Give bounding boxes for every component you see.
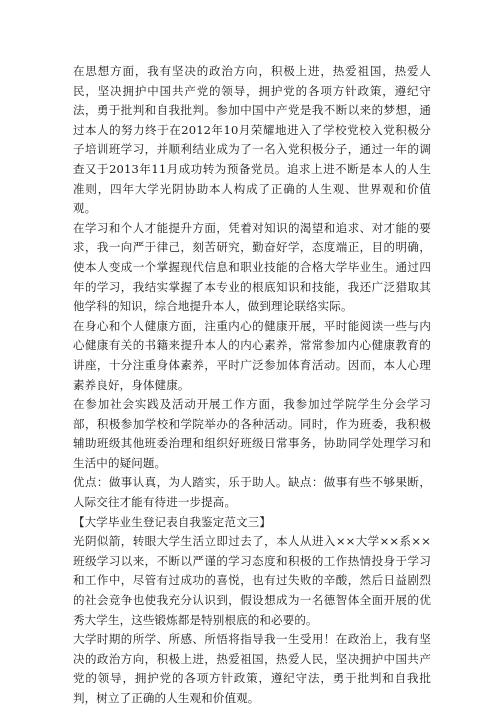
paragraph-college-summary: 大学时期的所学、所感、所悟将指导我一生受用！在政治上，我有坚决的政治方向，积极上进，热爱祖国，热爱人民，坚决拥护中国共产党的领导，拥护党的各项方针政策，遵纪守法，勇于批判和自我批判，树立了正确的人生观和价值观。 xyxy=(73,632,431,705)
paragraph-study-ability: 在学习和个人才能提升方面，凭着对知识的渴望和追求、对才能的要求，我一向严于律己，刻苦研究，勤奋好学，态度端正，目的明确，使本人变成一个掌握现代信息和职业技能的合格大学毕业生。通过四年的学习，我结实掌握了本专业的根底知识和技能，我还广泛猎取其他学科的知识，综合地提升本人，做到理论联络实际。 xyxy=(73,220,431,314)
paragraph-political: 在思想方面，我有坚决的政治方向，积极上进，热爱祖国，热爱人民，坚决拥护中国共产党的领导，拥护党的各项方针政策，遵纪守法，勇于批判和自我批判。参加中国中产党是我不断以来的梦想，通过本人的努力终于在2012年10月荣耀地进入了学校党校入党积极分子培训班学习，并顺利结业成为了一名入党积极分子，通过一年的调查又于2013年11月成功转为预备党员。追求上进不断是本人的人生准则，四年大学光阴协助本人构成了正确的人生观、世界观和价值观。 xyxy=(73,64,431,216)
section-title: 【大学毕业生登记表自我鉴定范文三】 xyxy=(73,514,272,529)
paragraph-social-practice: 在参加社会实践及活动开展工作方面，我参加过学院学生分会学习部，积极参加学校和学院举办的各种活动。同时，作为班委，我积极辅助班级其他班委治理和组织好班级日常事务，协助同学处理学习和生活中的疑问题。 xyxy=(73,397,431,470)
paragraph-health: 在身心和个人健康方面，注重内心的健康开展，平时能阅读一些与内心健康有关的书籍来提升本人的内心素养，常常参加内心健康教育的讲座，十分注重身体素养，平时广泛参加体育活动。因而，本人心理素养良好，身体健康。 xyxy=(73,318,431,392)
paragraph-strengths-weaknesses: 优点：做事认真，为人踏实，乐于助人。缺点：做事有些不够果断，人际交往才能有待进一步提高。 xyxy=(73,475,431,510)
paragraph-college-life: 光阴似箭，转眼大学生活立即过去了，本人从进入××大学××系××班级学习以来，不断以严谨的学习态度和积极的工作热情投身于学习和工作中，尽管有过成功的喜悦，也有过失败的辛酸，然后日益剧烈的社会竞争也使我充分认识到，假设想成为一名德智体全面开展的优秀大学生，这些锻炼都是特别根底的和必要的。 xyxy=(73,534,431,627)
document-body xyxy=(73,62,431,709)
